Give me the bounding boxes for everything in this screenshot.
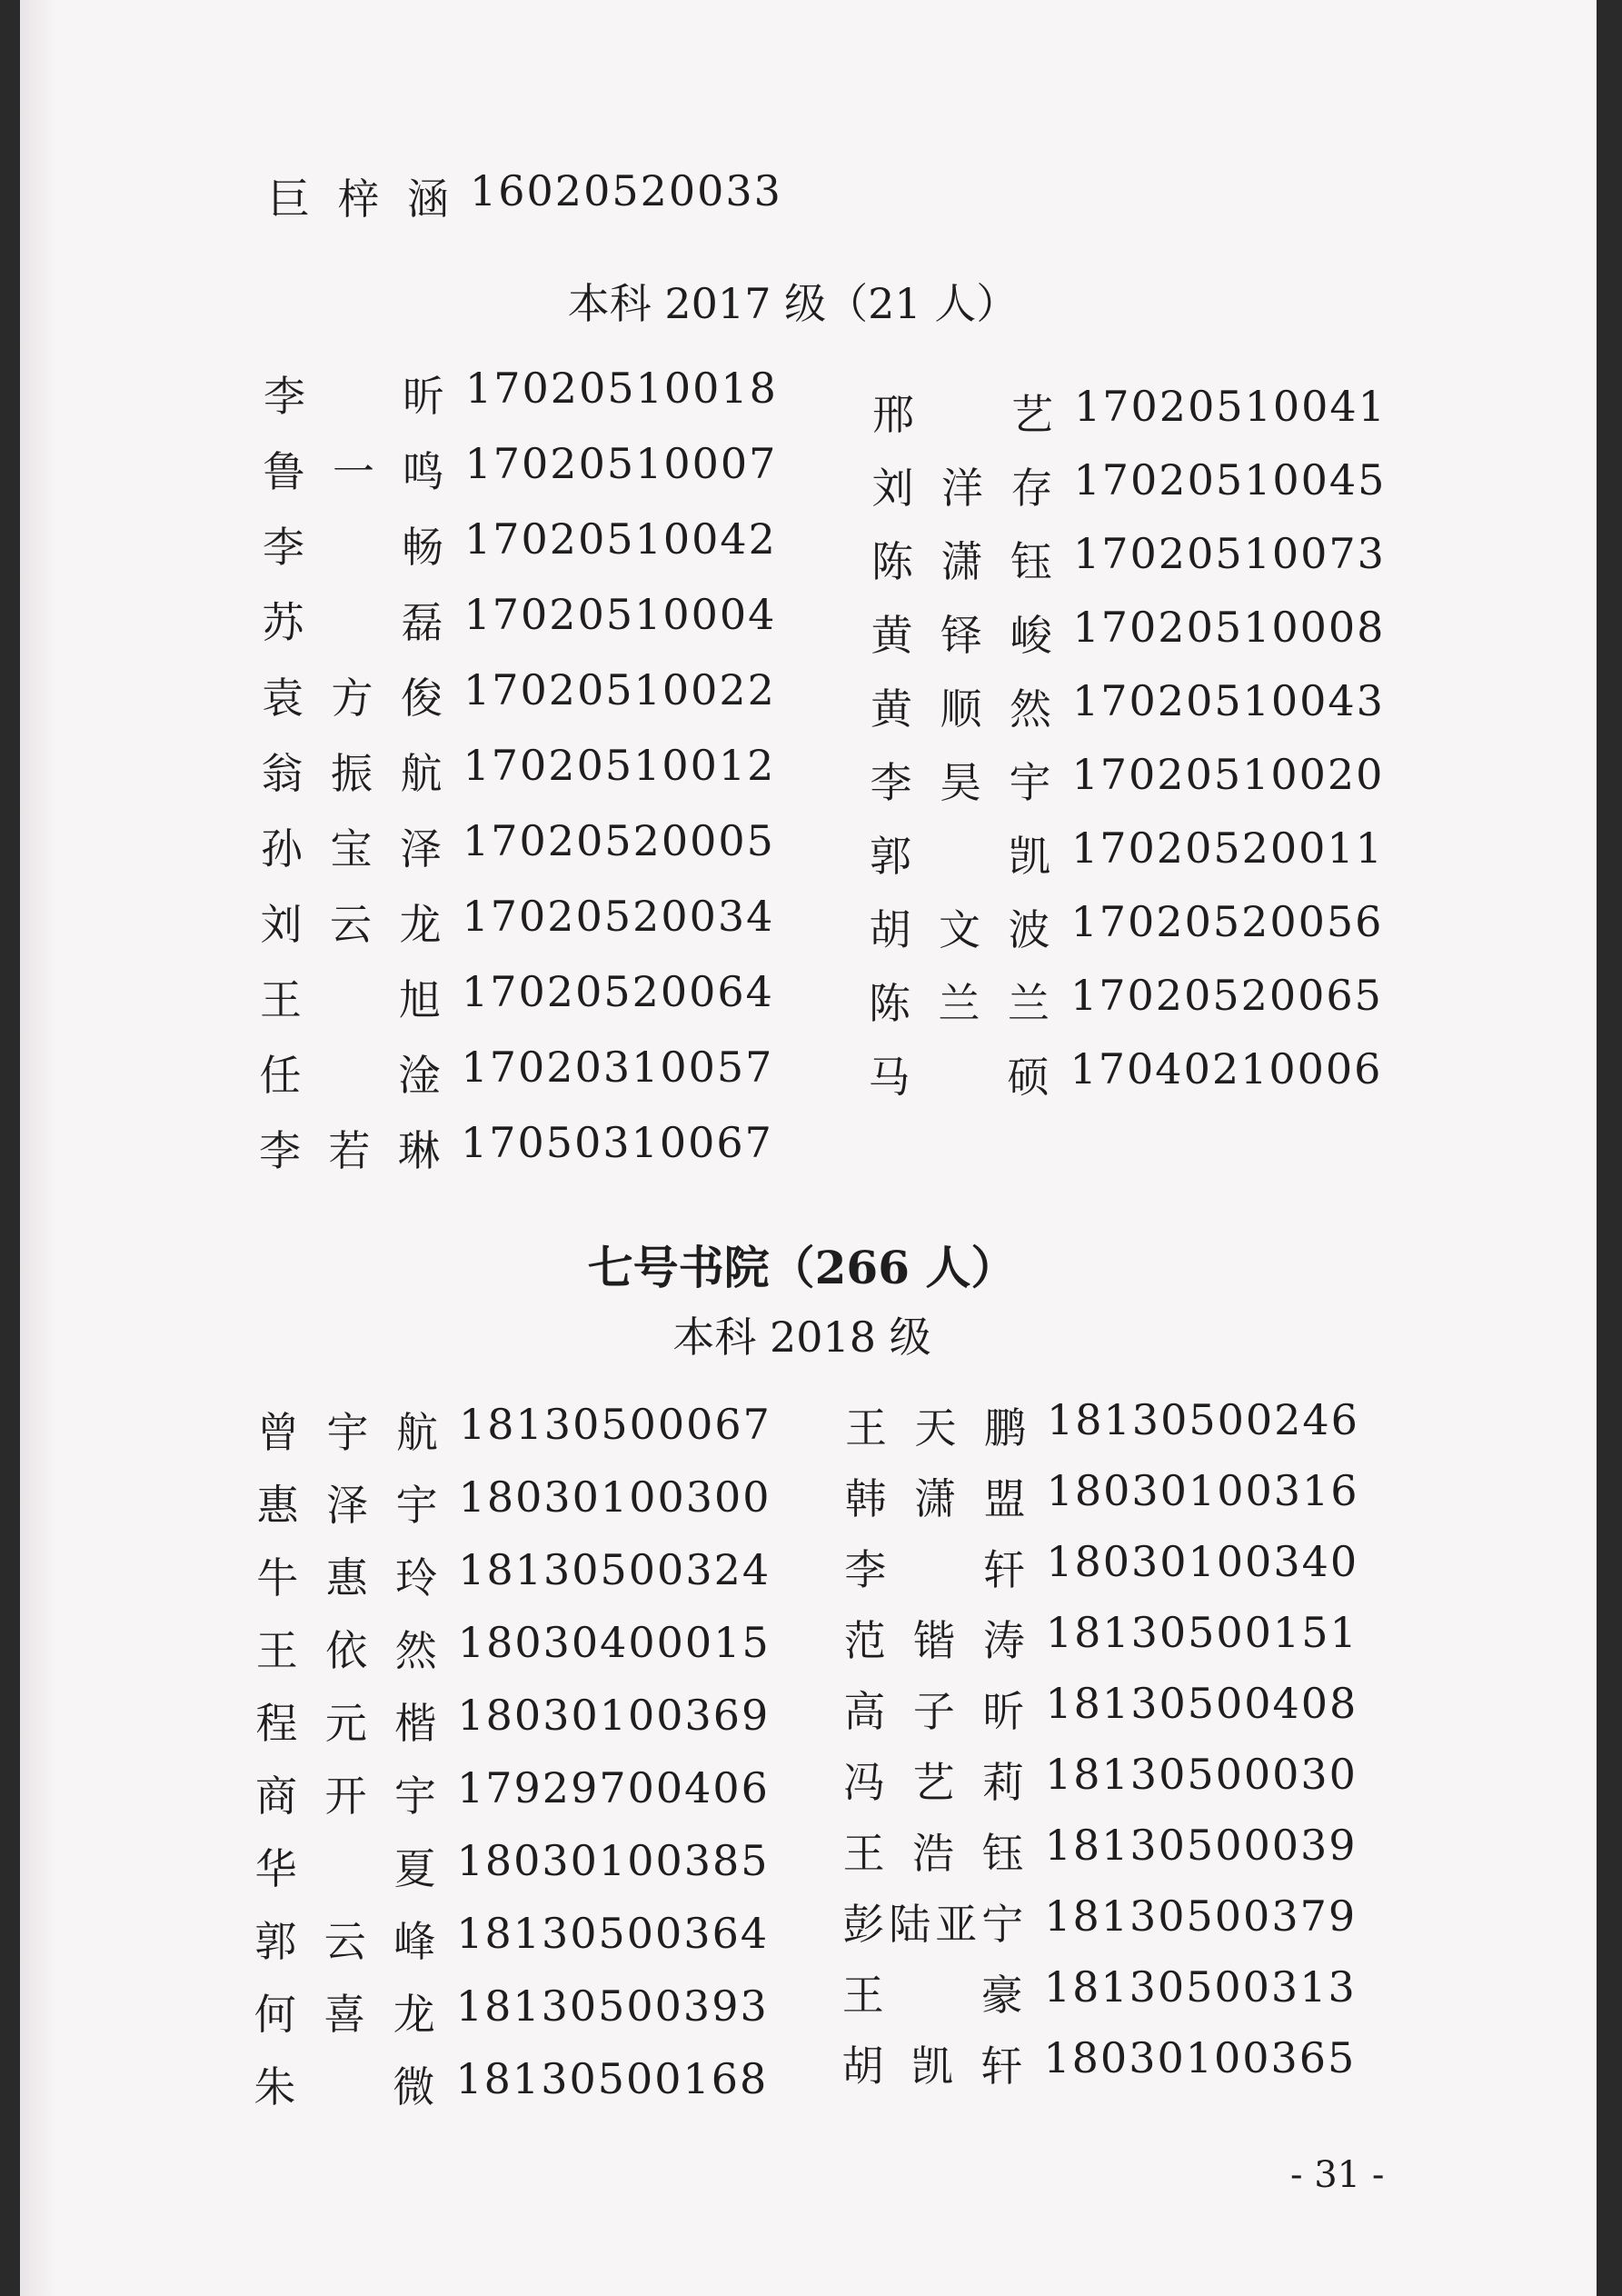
student-id: 17020510008: [1072, 603, 1386, 652]
student-name: 黄顺然: [871, 684, 1052, 734]
student-name: 冯艺莉: [843, 1758, 1025, 1807]
roster-row: [260, 967, 774, 1027]
roster-row: [254, 1982, 769, 2041]
student-id: 17020520056: [1070, 897, 1384, 946]
roster-row: [255, 1691, 770, 1751]
roster-row: [254, 2054, 768, 2114]
roster-row: [842, 1892, 1357, 1952]
roster-row: [843, 1750, 1358, 1810]
student-id: 18130500246: [1047, 1395, 1359, 1444]
student-name: 李 昕: [264, 372, 445, 421]
roster-row: [262, 741, 776, 801]
roster-row: [259, 1118, 773, 1178]
student-name: 范锴涛: [843, 1616, 1026, 1665]
student-name: 巨梓涵: [268, 175, 450, 224]
student-id: 17020510012: [463, 741, 776, 790]
student-id: 17020510041: [1074, 382, 1387, 431]
student-id: 18030100340: [1046, 1537, 1359, 1586]
student-id: 18130500379: [1044, 1892, 1358, 1941]
student-id: 17020520064: [462, 967, 774, 1016]
page-number: - 31 -: [1290, 2154, 1385, 2196]
student-name: 陈潇钰: [871, 537, 1053, 586]
student-name: 胡文波: [869, 905, 1051, 954]
student-name: 高子昕: [843, 1687, 1026, 1736]
student-id: 18130500030: [1045, 1750, 1358, 1799]
roster-row: [262, 665, 776, 725]
roster-row: [845, 1466, 1359, 1526]
college-title: 七号书院（266 人）: [587, 1241, 1017, 1294]
student-id: 17020510045: [1073, 455, 1387, 504]
roster-row: [255, 1836, 770, 1896]
student-id: 18030100316: [1046, 1466, 1359, 1515]
student-name: 孙宝泽: [261, 824, 443, 873]
student-name: 王天鹏: [845, 1403, 1027, 1452]
student-id: 17020520005: [463, 816, 775, 865]
student-name: 韩潇盟: [844, 1474, 1027, 1523]
student-id: 17020510007: [464, 439, 778, 488]
roster-row: [257, 1472, 771, 1532]
roster-row: [264, 439, 778, 499]
student-name: 王 旭: [260, 975, 442, 1024]
student-name: 黄铎峻: [871, 611, 1053, 660]
student-id: 17020510020: [1071, 750, 1385, 799]
student-name: 牛惠玲: [256, 1553, 439, 1602]
student-id: 17020520034: [462, 892, 775, 941]
student-id: 18030100369: [457, 1691, 771, 1740]
student-id: 18130500324: [458, 1545, 771, 1594]
roster-row: [871, 529, 1386, 589]
roster-row: [254, 1909, 769, 1969]
roster-row: [260, 1043, 774, 1103]
student-id: 18130500393: [455, 1982, 769, 2031]
student-name: 刘云龙: [260, 900, 443, 949]
student-name: 邢 艺: [872, 390, 1054, 439]
student-name: 彭陆亚宁: [842, 1900, 1025, 1949]
student-id: 18130500313: [1043, 1962, 1357, 2011]
student-id: 18130500039: [1044, 1821, 1358, 1870]
roster-row: [255, 1763, 770, 1823]
student-id: 18030100300: [458, 1472, 771, 1522]
student-name: 郭云峰: [254, 1917, 437, 1966]
roster-row: [261, 816, 775, 876]
roster-row: [870, 824, 1384, 883]
roster-row: [843, 1679, 1358, 1739]
student-name: 袁方俊: [262, 674, 443, 723]
student-id: 17040210006: [1070, 1044, 1383, 1093]
student-name: 程元楷: [255, 1699, 438, 1748]
student-id: 17020510073: [1073, 529, 1386, 578]
roster-row: [844, 1537, 1358, 1597]
student-name: 翁振航: [261, 749, 443, 798]
student-name: 刘洋存: [871, 464, 1054, 513]
roster-row: [257, 1400, 771, 1460]
section2-heading: 本科 2018 级: [672, 1313, 931, 1362]
roster-row: [871, 750, 1385, 810]
student-name: 胡凯轩: [841, 2041, 1024, 2091]
roster-row: [263, 590, 777, 650]
student-id: 18130500067: [459, 1400, 771, 1449]
student-name: 王依然: [255, 1626, 438, 1675]
student-id: 18030400015: [457, 1618, 771, 1667]
roster-row: [872, 382, 1387, 442]
roster-row: [256, 1618, 771, 1678]
roster-row: [844, 1608, 1358, 1668]
student-id: 17020520011: [1071, 824, 1384, 873]
student-id: 17020510043: [1072, 676, 1385, 725]
top-entry: [268, 166, 782, 226]
roster-row: [871, 603, 1386, 663]
student-id: 16020520033: [470, 166, 782, 215]
student-name: 何喜龙: [254, 1990, 436, 2039]
student-name: 王 豪: [841, 1971, 1024, 2020]
roster-row: [869, 971, 1383, 1031]
roster-row: [870, 897, 1384, 957]
student-name: 陈兰兰: [869, 979, 1050, 1028]
student-id: 17050310067: [461, 1118, 773, 1167]
roster-row: [256, 1545, 771, 1605]
student-id: 17020510022: [463, 665, 776, 714]
student-id: 18130500408: [1045, 1679, 1358, 1728]
student-name: 马 硕: [868, 1053, 1050, 1102]
student-name: 商开宇: [255, 1772, 437, 1821]
roster-row: [264, 364, 778, 424]
roster-row: [869, 1044, 1383, 1104]
student-id: 17020520065: [1070, 971, 1383, 1020]
student-name: 鲁一鸣: [263, 447, 445, 496]
student-id: 17020510042: [464, 514, 777, 564]
student-name: 华 夏: [254, 1844, 437, 1893]
roster-row: [261, 892, 775, 952]
roster-row: [871, 676, 1385, 736]
student-name: 任 淦: [259, 1051, 442, 1100]
section1-heading: 本科 2017 级（21 人）: [567, 279, 1019, 328]
student-id: 18130500364: [456, 1909, 770, 1958]
student-name: 李 轩: [844, 1545, 1027, 1594]
student-name: 曾宇航: [257, 1408, 439, 1457]
roster-row: [263, 514, 777, 574]
roster-row: [843, 1821, 1358, 1881]
student-name: 王浩钰: [842, 1829, 1025, 1878]
roster-row: [872, 455, 1387, 515]
student-name: 朱 微: [254, 2062, 436, 2111]
student-id: 18130500168: [455, 2054, 769, 2103]
roster-row: [842, 1962, 1357, 2022]
student-id: 18030100385: [456, 1836, 770, 1885]
student-name: 苏 磊: [262, 598, 444, 647]
student-id: 17020310057: [461, 1043, 774, 1092]
student-name: 郭 凯: [870, 832, 1051, 881]
student-id: 17929700406: [457, 1763, 770, 1812]
student-name: 李昊宇: [870, 758, 1052, 807]
student-id: 17020510004: [463, 590, 777, 639]
student-id: 18030100365: [1043, 2033, 1357, 2082]
roster-row: [841, 2033, 1356, 2093]
student-name: 李 畅: [263, 523, 444, 572]
student-id: 17020510018: [465, 364, 778, 413]
student-name: 李若琳: [259, 1126, 441, 1175]
roster-row: [845, 1395, 1359, 1455]
student-id: 18130500151: [1045, 1608, 1358, 1657]
student-name: 惠泽宇: [256, 1481, 439, 1530]
